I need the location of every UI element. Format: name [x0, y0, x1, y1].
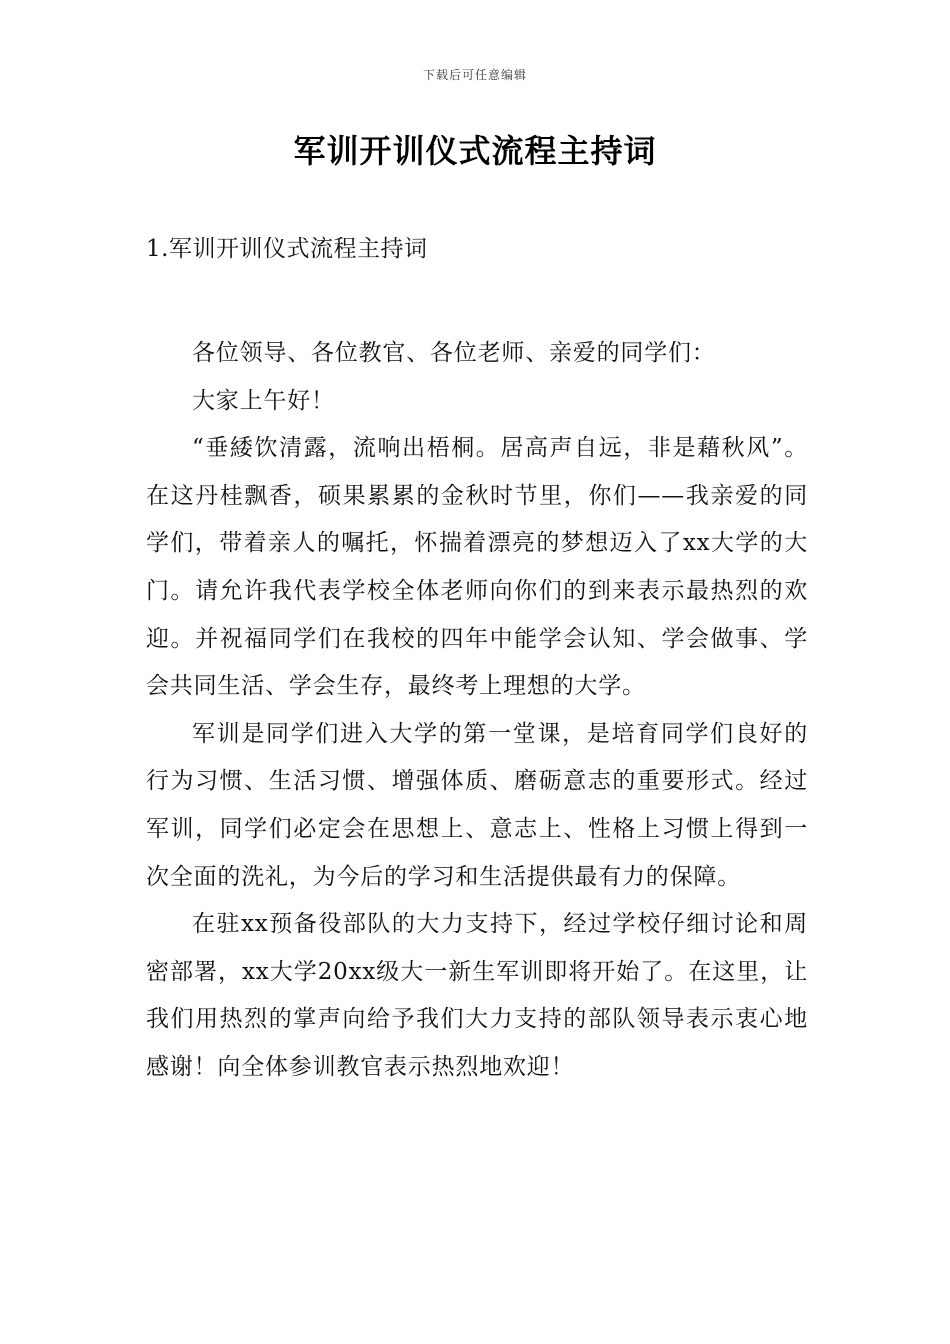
paragraph-salutation: 各位领导、各位教官、各位老师、亲爱的同学们： [192, 340, 716, 366]
header-note: 下载后可任意编辑 [422, 68, 527, 82]
paragraph-thanks: 在驻xx预备役部队的大力支持下，经过学校仔细讨论和周密部署，xx大学20xx级大一新生军训即将开始了。在这里，让我们用热烈的掌声向给予我们大力支持的部队领导表示衷心地感谢！向全体参训教官表示热烈地欢迎！ [146, 911, 808, 1080]
paragraph-welcome: “垂緌饮清露，流响出梧桐。居高声自远，非是藉秋风”。在这丹桂飘香，硕果累累的金秋时节里，你们——我亲爱的同学们，带着亲人的嘱托，怀揣着漂亮的梦想迈入了xx大学的大门。请允许我代表学校全体老师向你们的到来表示最热烈的欢迎。并祝福同学们在我校的四年中能学会认知、学会做事、学会共同生活、学会生存，最终考上理想的大学。 [146, 435, 808, 700]
page-title: 军训开训仪式流程主持词 [293, 132, 657, 170]
section-heading: 1.军训开训仪式流程主持词 [146, 236, 428, 262]
paragraph-military-training: 军训是同学们进入大学的第一堂课，是培育同学们良好的行为习惯、生活习惯、增强体质、磨砺意志的重要形式。经过军训，同学们必定会在思想上、意志上、性格上习惯上得到一次全面的洗礼，为今后的学习和生活提供最有力的保障。 [146, 720, 808, 890]
paragraph-greeting: 大家上午好！ [192, 387, 335, 414]
body-text [146, 330, 808, 1092]
